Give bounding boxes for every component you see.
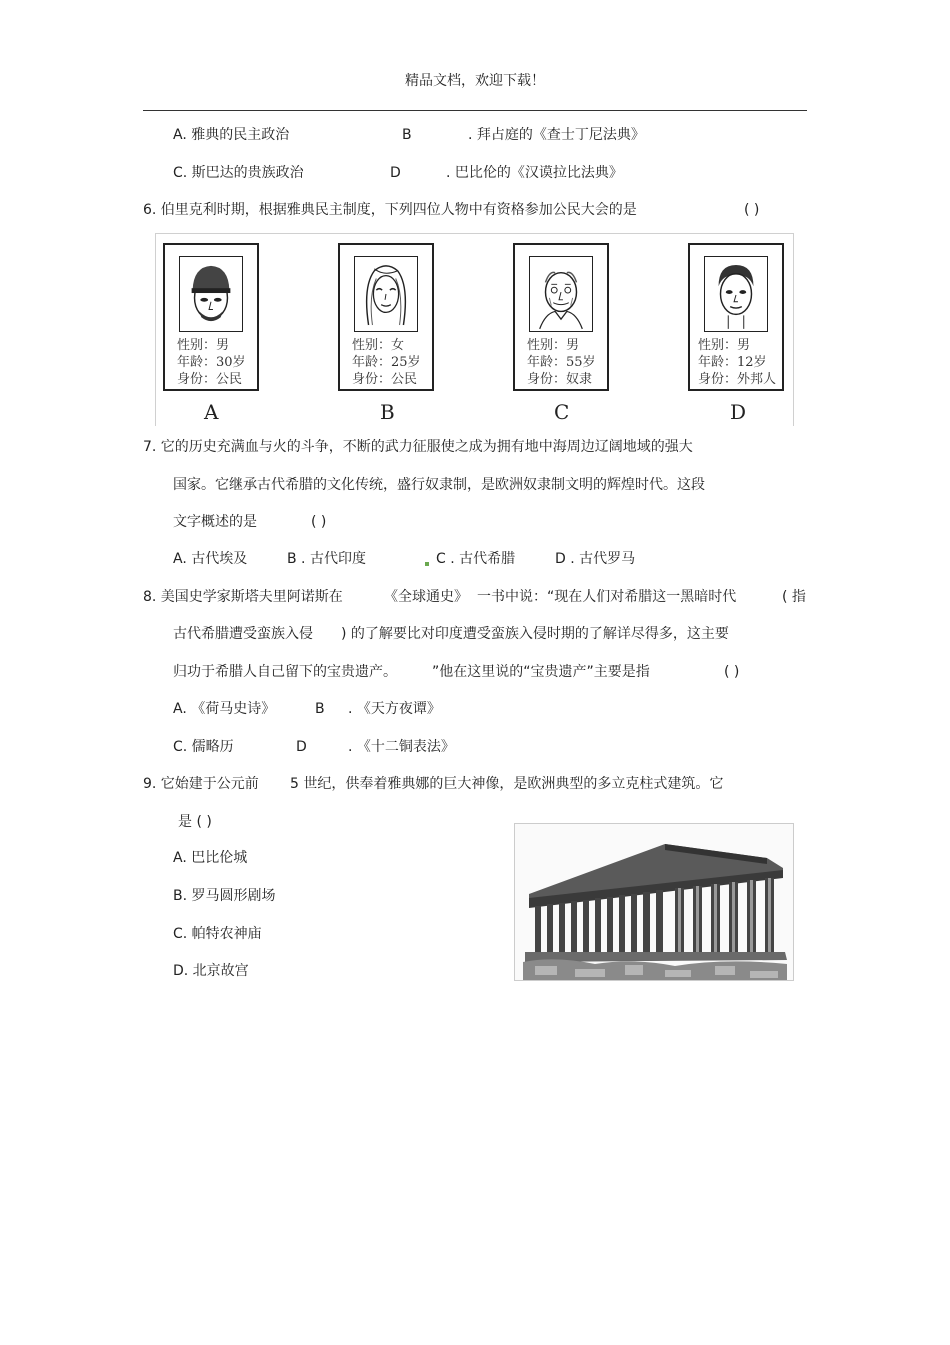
- card-d-identity: 身份：外邦人: [698, 372, 777, 387]
- q8-answer-paren: ( ): [724, 664, 740, 680]
- card-a-age: 年龄：30岁: [177, 355, 246, 370]
- q5-option-c: C. 斯巴达的贵族政治: [173, 165, 304, 181]
- q8-option-d-letter: D: [296, 739, 307, 755]
- portrait-card-a: [163, 243, 259, 391]
- q8-option-a: A. 《荷马史诗》: [173, 701, 276, 717]
- q8-line-1a: 8. 美国史学家斯塔夫里阿诺斯在: [143, 589, 343, 605]
- q8-line-1b: 《全球通史》: [384, 589, 468, 605]
- q7-option-a: A. 古代埃及: [173, 551, 248, 567]
- q5-option-d-letter: D: [390, 165, 401, 181]
- card-c-age: 年龄：55岁: [527, 355, 596, 370]
- q6-answer-paren: ( ): [744, 202, 760, 218]
- q8-line-3a: 归功于希腊人自己留下的宝贵遗产。: [173, 664, 397, 680]
- q9-line-2: 是 ( ): [178, 814, 212, 830]
- q8-line-1d: ( 指: [782, 589, 806, 605]
- q8-line-3b: ”他在这里说的“宝贵遗产”主要是指: [432, 664, 650, 680]
- q8-line-2b: ) 的了解要比对印度遭受蛮族入侵时期的了解详尽得多，这主要: [341, 626, 729, 642]
- q9-option-c: C. 帕特农神庙: [173, 926, 262, 942]
- card-c-gender: 性别：男: [527, 338, 580, 353]
- q9-option-b: B. 罗马圆形剧场: [173, 888, 276, 904]
- q8-line-2a: 古代希腊遭受蛮族入侵: [173, 626, 313, 642]
- q8-option-c: C. 儒略历: [173, 739, 234, 755]
- q7-line-2: 国家。它继承古代希腊的文化传统，盛行奴隶制，是欧洲奴隶制文明的辉煌时代。这段: [173, 477, 705, 493]
- q8-option-d-text: . 《十二铜表法》: [348, 739, 455, 755]
- portrait-card-c: [513, 243, 609, 391]
- card-b-age: 年龄：25岁: [352, 355, 421, 370]
- q5-option-b-letter: B: [402, 127, 412, 143]
- card-a-identity: 身份：公民: [177, 372, 243, 387]
- q9-line-1b: 5 世纪，供奉着雅典娜的巨大神像，是欧洲典型的多立克柱式建筑。它: [290, 776, 724, 792]
- card-b-identity: 身份：公民: [352, 372, 418, 387]
- card-d-age: 年龄：12岁: [698, 355, 767, 370]
- q8-option-b-letter: B: [315, 701, 325, 717]
- q9-option-d: D. 北京故宫: [173, 963, 249, 979]
- card-d-letter: D: [730, 400, 747, 424]
- portrait-card-b: [338, 243, 434, 391]
- card-c-letter: C: [554, 400, 570, 424]
- q8-option-b-text: . 《天方夜谭》: [348, 701, 441, 717]
- q6-portrait-cards: [155, 233, 794, 426]
- card-a-letter: A: [204, 400, 219, 424]
- q8-line-1c: 一书中说：“现在人们对希腊这一黑暗时代: [477, 589, 737, 605]
- portrait-man-helmet: [179, 256, 243, 332]
- card-c-identity: 身份：奴隶: [527, 372, 593, 387]
- q5-option-a: A. 雅典的民主政治: [173, 127, 290, 143]
- q5-option-d-text: . 巴比伦的《汉谟拉比法典》: [446, 165, 623, 181]
- header-divider: [143, 110, 807, 111]
- q7-answer-paren: ( ): [311, 514, 327, 530]
- q5-option-b-text: . 拜占庭的《查士丁尼法典》: [468, 127, 645, 143]
- portrait-card-d: [688, 243, 784, 391]
- portrait-old-man: [529, 256, 593, 332]
- card-b-letter: B: [380, 400, 395, 424]
- portrait-woman: [354, 256, 418, 332]
- portrait-boy: [704, 256, 768, 332]
- card-a-gender: 性别：男: [177, 338, 230, 353]
- page-header: 精品文档，欢迎下载！: [405, 73, 545, 89]
- card-d-gender: 性别：男: [698, 338, 751, 353]
- parthenon-photo: [514, 823, 794, 981]
- q7-option-c: C . 古代希腊: [436, 551, 516, 567]
- q6-stem: 6. 伯里克利时期，根据雅典民主制度，下列四位人物中有资格参加公民大会的是: [143, 202, 637, 218]
- q7-line-3: 文字概述的是: [173, 514, 257, 530]
- q7-option-b: B . 古代印度: [287, 551, 366, 567]
- card-b-gender: 性别：女: [352, 338, 405, 353]
- q7-line-1: 7. 它的历史充满血与火的斗争，不断的武力征服使之成为拥有地中海周边辽阔地域的强大: [143, 439, 693, 455]
- q7-option-d: D . 古代罗马: [555, 551, 636, 567]
- q9-option-a: A. 巴比伦城: [173, 850, 248, 866]
- q9-line-1a: 9. 它始建于公元前: [143, 776, 259, 792]
- green-mark: [425, 562, 429, 566]
